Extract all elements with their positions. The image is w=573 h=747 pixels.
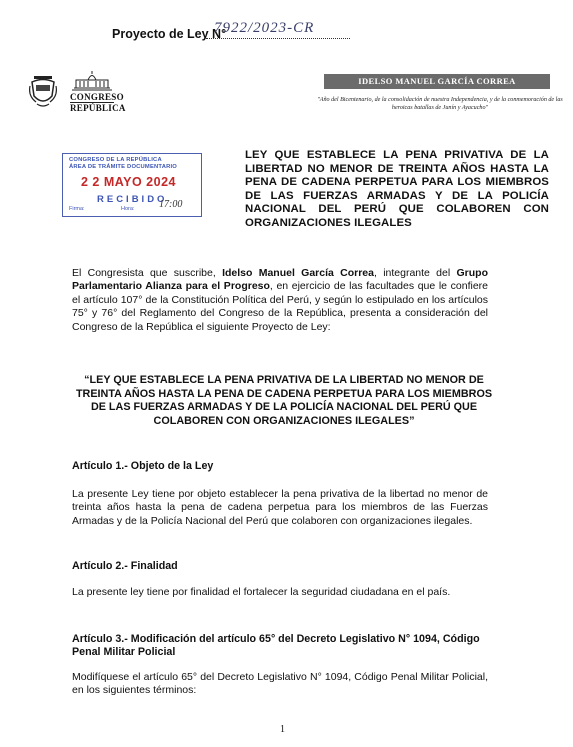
year-motto: "Año del Bicentenario, de la consolidación de nuestra Independencia, y de la conmemoración de las heroicas batallas de Junín y Ayacucho" (317, 97, 563, 112)
intro-text-1: El Congresista que suscribe, (72, 267, 223, 279)
bill-number-field (206, 22, 350, 39)
intro-text-3: , en ejercicio de las facultades que le confiere el artículo 107° de la Constitución Política del Perú, y según lo estipulado en los artículos 75° y 76° del Reglamento del Congreso de la República, presenta a consideración del Congreso de la República el siguiente Proyecto de Ley: (72, 280, 488, 333)
reception-stamp (62, 153, 202, 217)
article-1-heading: Artículo 1.- Objeto de la Ley (72, 460, 214, 472)
article-3-text: Modifíquese el artículo 65° del Decreto Legislativo N° 1094, Código Penal Militar Policial, en los siguientes términos: (72, 671, 488, 697)
stamp-status: RECIBIDO (97, 194, 168, 205)
stamp-firma: Firma: (69, 206, 85, 212)
intro-text-2: , integrante del (373, 267, 457, 279)
stamp-office: CONGRESO DE LA REPÚBLICA (69, 157, 162, 163)
bill-full-title: “LEY QUE ESTABLECE LA PENA PRIVATIVA DE LA LIBERTAD NO MENOR DE TREINTA AÑOS HASTA LA PENA DE CADENA PERPETUA PARA LOS MIEMBROS DE LAS FUERZAS ARMADAS Y DE LA POLICÍA NACIONAL DEL PERÚ QUE COLABOREN CON ORGANIZACIONES ILEGALES” (75, 374, 493, 427)
article-1-text: La presente Ley tiene por objeto establecer la pena privativa de la libertad no menor de treinta años hasta la pena de cadena perpetua para los miembros de las Fuerzas Armadas y de la Policía Nacional del Perú que colaboren con organizaciones ilegales. (72, 488, 488, 527)
parliamentary-group: Grupo Parlamentario Alianza para el Progreso (72, 267, 488, 293)
stamp-date: 2 2 MAYO 2024 (81, 175, 176, 189)
bill-short-title: LEY QUE ESTABLECE LA PENA PRIVATIVA DE LA LIBERTAD NO MENOR DE TREINTA AÑOS HASTA LA PENA DE CADENA PERPETUA PARA LOS MIEMBROS DE LAS FUERZAS ARMADAS Y DE LA POLICÍA NACIONAL DEL PERÚ QUE COLABOREN CON ORGANIZACIONES ILEGALES (245, 149, 549, 229)
author-banner: IDELSO MANUEL GARCÍA CORREA (324, 74, 550, 89)
stamp-hora: Hora: (121, 206, 135, 212)
congress-building-icon (70, 70, 114, 92)
stamp-area: ÁREA DE TRÁMITE DOCUMENTARIO (69, 164, 178, 170)
bill-number-handwritten: 7922/2023-CR (214, 20, 315, 36)
article-2-text: La presente ley tiene por finalidad el fortalecer la seguridad ciudadana en el país. (72, 586, 451, 598)
logo-congress-text: CONGRESO (70, 92, 124, 102)
stamp-handwritten-time: 17:00 (159, 199, 183, 210)
author-name: Idelso Manuel García Correa (222, 267, 374, 279)
article-3-heading: Artículo 3.- Modificación del artículo 65° del Decreto Legislativo N° 1094, Código Penal Militar Policial (72, 633, 480, 659)
bill-number-label: Proyecto de Ley N° (112, 27, 227, 41)
logo-republic-text: REPÚBLICA (70, 103, 126, 113)
article-2-heading: Artículo 2.- Finalidad (72, 560, 178, 572)
intro-paragraph (72, 267, 488, 334)
page-number: 1 (280, 724, 285, 735)
